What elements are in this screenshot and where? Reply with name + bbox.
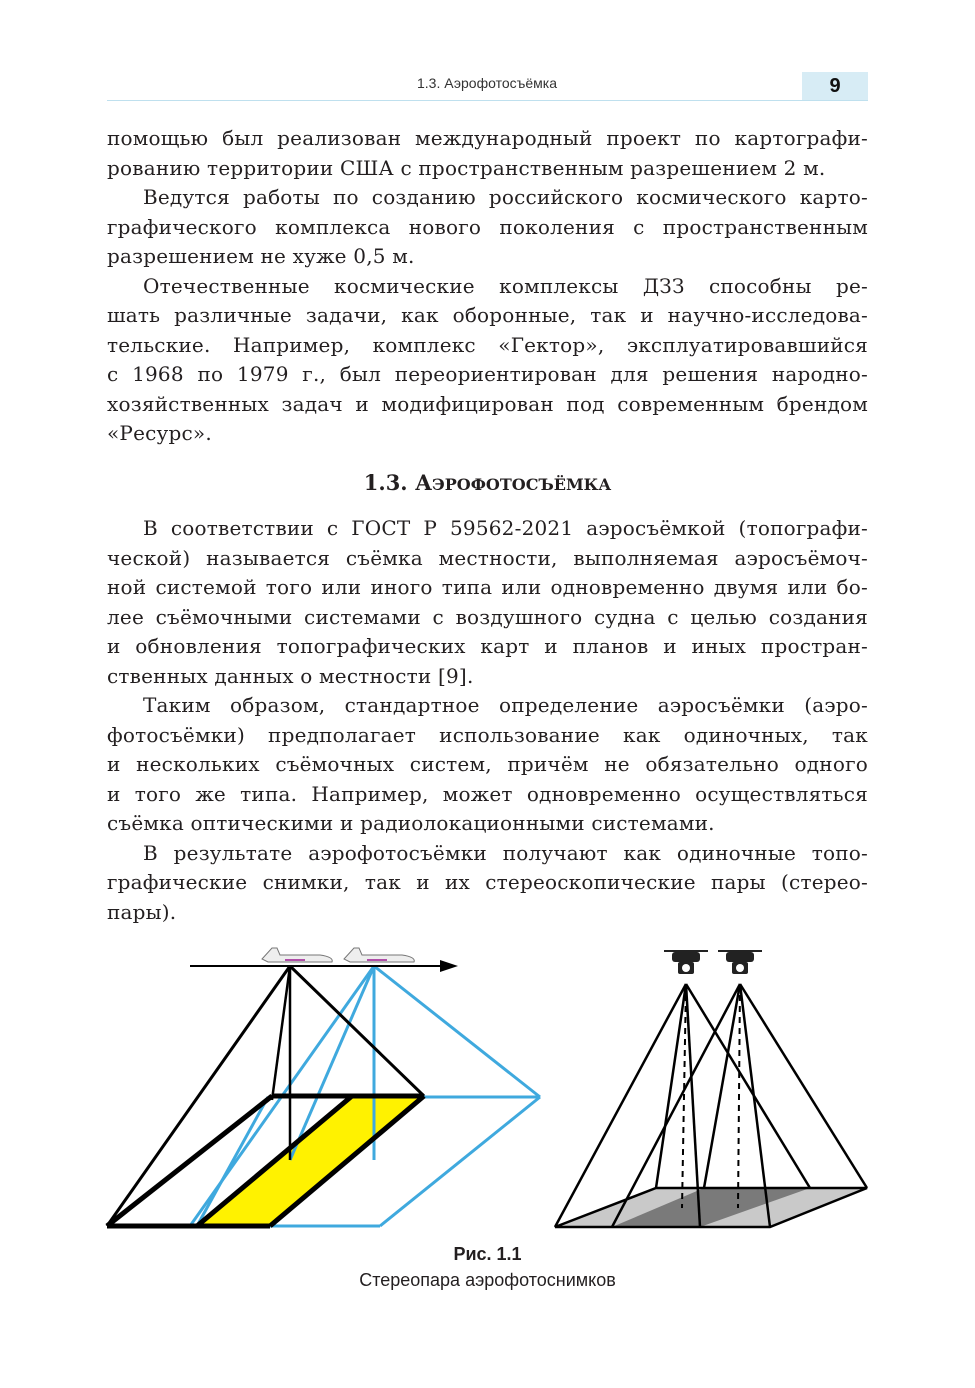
text-line: графического комплекса нового поколения с пространственным: [107, 214, 868, 239]
text-line: Ведутся работы по созданию российского космического карто-: [143, 185, 868, 209]
running-title: 1.3. Аэрофотосъёмка: [416, 75, 558, 91]
body-text-top: [107, 124, 868, 449]
text-line: Отечественные космические комплексы ДЗЗ способны ре-: [143, 273, 868, 298]
figure-number: Рис. 1.1: [453, 1244, 522, 1264]
running-header: [107, 72, 868, 101]
airplane-icon: [262, 948, 332, 962]
stereo-pair-figure: [0, 930, 975, 1240]
text-line: Таким образом, стандартное определение аэросъёмки (аэро-: [143, 693, 868, 717]
text-line: помощью был реализован международный проект по картографи-: [107, 126, 868, 150]
drone-stereo-diagram: [555, 951, 867, 1227]
text-line: ственных данных о местности [9].: [107, 663, 474, 688]
text-line: ческой) называется съёмка местности, выполняемая аэросъёмоч-: [107, 545, 868, 570]
aircraft-stereo-diagram: [107, 948, 540, 1226]
section-title: АЭРОФОТОСЪЁМКА: [414, 470, 612, 495]
text-line: и того же типа. Например, может одновременно осуществляться: [107, 781, 868, 806]
text-line: фотосъёмки) предполагает использование как одиночных, так: [107, 722, 868, 747]
drone-icon: [664, 951, 708, 974]
text-line: лее съёмочными системами с воздушного судна с целью создания: [107, 604, 868, 629]
text-line: В результате аэрофотосъёмки получают как одиночные топо-: [143, 840, 868, 865]
optical-axis-lines: [682, 984, 740, 1208]
section-number: 1.3.: [363, 470, 408, 495]
text-line: рованию территории США с пространственным разрешением 2 м.: [107, 155, 826, 180]
text-line: В соответствии с ГОСТ Р 59562-2021 аэросъёмкой (топографи-: [143, 516, 868, 540]
text-line: пары).: [107, 899, 177, 924]
text-line: «Ресурс».: [107, 421, 212, 445]
page-number: 9: [802, 72, 868, 100]
text-line: хозяйственных задач и модифицирован под современным брендом: [107, 391, 868, 416]
text-line: и обновления топографических карт и планов и иных простран-: [107, 634, 868, 658]
body-text-main: [107, 514, 868, 927]
section-heading: [107, 468, 868, 500]
text-line: съёмка оптическими и радиолокационными системами.: [107, 811, 715, 835]
text-line: шать различные задачи, как оборонные, так и научно-исследова-: [107, 303, 868, 327]
text-line: графические снимки, так и их стереоскопические пары (стерео-: [107, 870, 868, 894]
figure-caption: Стереопара аэрофотоснимков: [359, 1270, 616, 1290]
text-line: тельские. Например, комплекс «Гектор», эксплуатировавшийся: [107, 332, 868, 357]
text-line: ной системой того или иного типа или одновременно двумя или бо-: [107, 575, 868, 599]
text-line: разрешением не хуже 0,5 м.: [107, 244, 415, 268]
drone-icon: [718, 951, 762, 974]
text-line: с 1968 по 1979 г., был переориентирован для решения народно-: [107, 362, 868, 386]
airplane-icon: [344, 948, 414, 962]
text-line: и нескольких съёмочных систем, причём не обязательно одного: [107, 752, 868, 776]
